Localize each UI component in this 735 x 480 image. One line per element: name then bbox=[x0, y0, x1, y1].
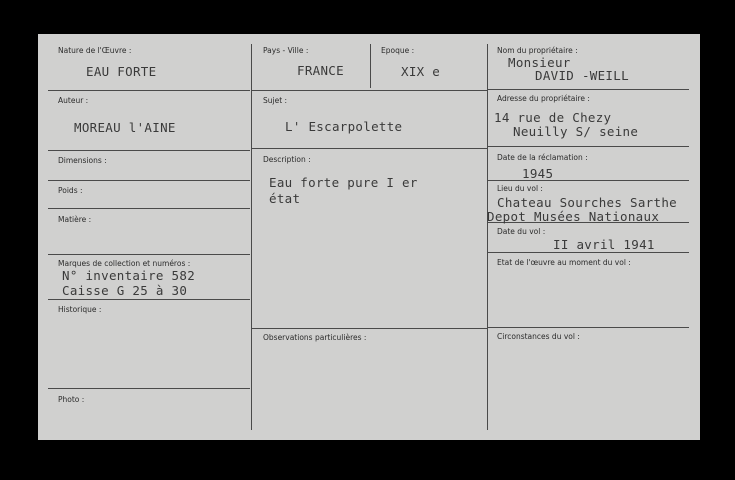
epoque-label: Epoque : bbox=[381, 46, 415, 55]
divider-right-1 bbox=[488, 89, 689, 90]
sujet-label: Sujet : bbox=[263, 96, 288, 105]
sujet-value: L' Escarpolette bbox=[285, 119, 403, 134]
divider-right-5 bbox=[488, 252, 689, 253]
claim-date-value: 1945 bbox=[522, 166, 554, 181]
divider-right-2 bbox=[488, 146, 689, 147]
owner-name-line1: Monsieur bbox=[508, 55, 571, 70]
divider-right-3 bbox=[488, 180, 689, 181]
auteur-value: MOREAU l'AINE bbox=[74, 120, 176, 135]
divider-mid-1 bbox=[252, 90, 487, 91]
owner-address-label: Adresse du propriétaire : bbox=[497, 94, 590, 103]
poids-label: Poids : bbox=[58, 186, 83, 195]
history-label: Historique : bbox=[58, 305, 102, 314]
column-divider-left bbox=[251, 44, 252, 430]
theft-date-value: II avril 1941 bbox=[553, 237, 655, 252]
column-divider-right bbox=[487, 44, 488, 430]
owner-name-line2: DAVID -WEILL bbox=[535, 68, 629, 83]
pays-ville-label: Pays - Ville : bbox=[263, 46, 309, 55]
divider-left-6 bbox=[48, 299, 250, 300]
owner-address-line1: 14 rue de Chezy bbox=[494, 110, 612, 125]
dimensions-label: Dimensions : bbox=[58, 156, 107, 165]
theft-place-line2: Depot Musées Nationaux bbox=[487, 209, 660, 224]
nature-value: EAU FORTE bbox=[86, 64, 157, 79]
condition-label: Etat de l'œuvre au moment du vol : bbox=[497, 258, 631, 267]
photo-label: Photo : bbox=[58, 395, 85, 404]
description-line2: état bbox=[269, 191, 301, 206]
divider-mid-2 bbox=[252, 148, 487, 149]
divider-left-2 bbox=[48, 150, 250, 151]
marks-line1: N° inventaire 582 bbox=[62, 268, 196, 283]
divider-left-5 bbox=[48, 254, 250, 255]
description-line1: Eau forte pure I er bbox=[269, 175, 418, 190]
owner-address-line2: Neuilly S/ seine bbox=[513, 124, 639, 139]
auteur-label: Auteur : bbox=[58, 96, 89, 105]
nature-label: Nature de l'Œuvre : bbox=[58, 46, 132, 55]
marks-label: Marques de collection et numéros : bbox=[58, 259, 191, 268]
inventory-card bbox=[38, 34, 700, 440]
column-divider-epoque bbox=[370, 44, 371, 88]
circumstances-label: Circonstances du vol : bbox=[497, 332, 580, 341]
theft-date-label: Date du vol : bbox=[497, 227, 546, 236]
divider-left-1 bbox=[48, 90, 250, 91]
divider-left-4 bbox=[48, 208, 250, 209]
divider-left-7 bbox=[48, 388, 250, 389]
observations-label: Observations particulières : bbox=[263, 333, 367, 342]
marks-line2: Caisse G 25 à 30 bbox=[62, 283, 188, 298]
claim-date-label: Date de la réclamation : bbox=[497, 153, 588, 162]
description-label: Description : bbox=[263, 155, 311, 164]
pays-value: FRANCE bbox=[297, 63, 344, 78]
theft-place-line1: Chateau Sourches Sarthe bbox=[497, 195, 677, 210]
theft-place-label: Lieu du vol : bbox=[497, 184, 543, 193]
divider-mid-3 bbox=[252, 328, 487, 329]
matiere-label: Matière : bbox=[58, 215, 92, 224]
divider-left-3 bbox=[48, 180, 250, 181]
epoque-value: XIX e bbox=[401, 64, 441, 79]
owner-name-label: Nom du propriétaire : bbox=[497, 46, 578, 55]
divider-right-6 bbox=[488, 327, 689, 328]
